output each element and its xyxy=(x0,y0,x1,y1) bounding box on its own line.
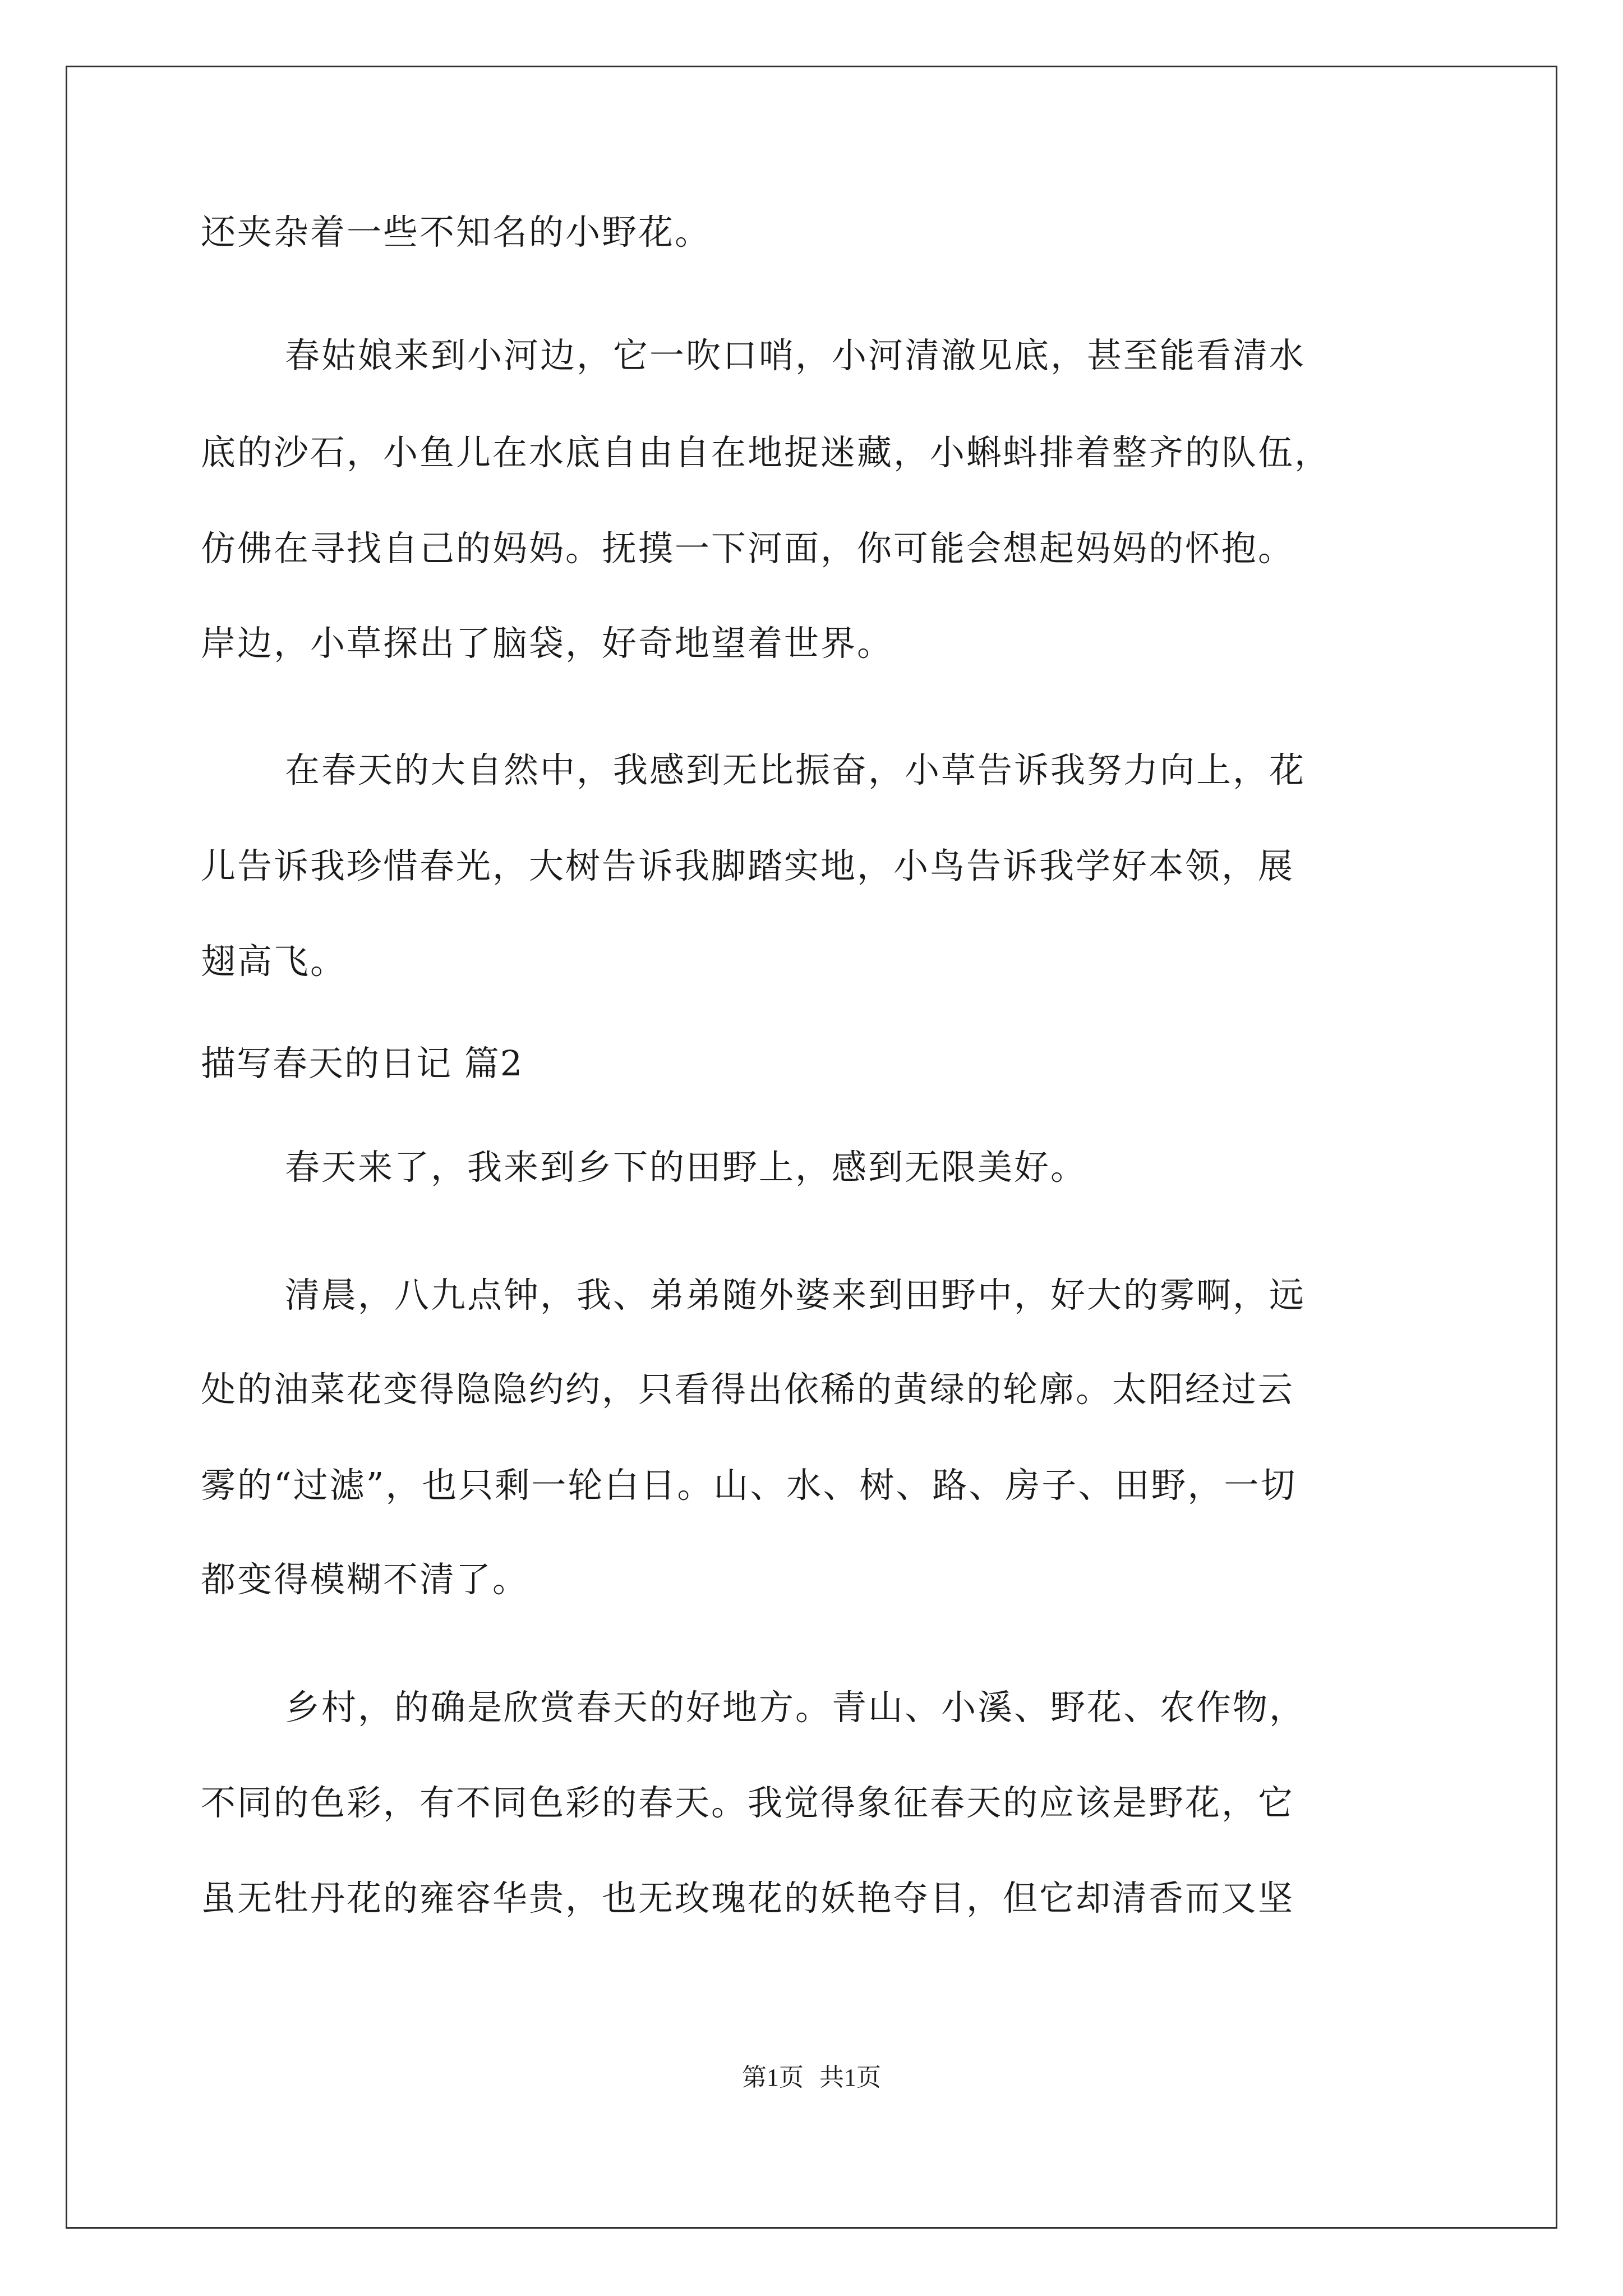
body-line: 儿告诉我珍惜春光，大树告诉我脚踏实地，小鸟告诉我学好本领，展 xyxy=(201,845,1295,886)
page-total: 共1页 xyxy=(819,2064,881,2091)
paragraph-first-line: 春姑娘来到小河边，它一吹口哨，小河清澈见底，甚至能看清水 xyxy=(285,335,1306,376)
page-number: 第1页 xyxy=(742,2064,804,2091)
body-line: 处的油菜花变得隐隐约约，只看得出依稀的黄绿的轮廓。太阳经过云 xyxy=(201,1369,1295,1410)
body-line: 还夹杂着一些不知名的小野花。 xyxy=(201,211,712,252)
body-line: 不同的色彩，有不同色彩的春天。我觉得象征春天的应该是野花，它 xyxy=(201,1782,1295,1823)
paragraph-first-line: 春天来了，我来到乡下的田野上，感到无限美好。 xyxy=(285,1147,1087,1188)
body-line: 底的沙石，小鱼儿在水底自由自在地捉迷藏，小蝌蚪排着整齐的队伍， xyxy=(201,432,1331,473)
body-line: 岸边，小草探出了脑袋，好奇地望着世界。 xyxy=(201,623,894,664)
body-line: 都变得模糊不清了。 xyxy=(201,1559,529,1600)
paragraph-first-line: 清晨，八九点钟，我、弟弟随外婆来到田野中，好大的雾啊，远 xyxy=(285,1274,1306,1315)
page-footer xyxy=(0,2062,1623,2093)
body-line: 雾的“过滤”，也只剩一轮白日。山、水、树、路、房子、田野，一切 xyxy=(201,1465,1297,1506)
section-heading: 描写春天的日记 篇2 xyxy=(201,1043,524,1084)
body-line: 仿佛在寻找自己的妈妈。抚摸一下河面，你可能会想起妈妈的怀抱。 xyxy=(201,528,1295,569)
body-line: 翅高飞。 xyxy=(201,941,347,982)
paragraph-first-line: 在春天的大自然中，我感到无比振奋，小草告诉我努力向上，花 xyxy=(285,749,1306,790)
paragraph-first-line: 乡村，的确是欣赏春天的好地方。青山、小溪、野花、农作物， xyxy=(285,1687,1306,1728)
body-line: 虽无牡丹花的雍容华贵，也无玫瑰花的妖艳夺目，但它却清香而又坚 xyxy=(201,1878,1295,1918)
